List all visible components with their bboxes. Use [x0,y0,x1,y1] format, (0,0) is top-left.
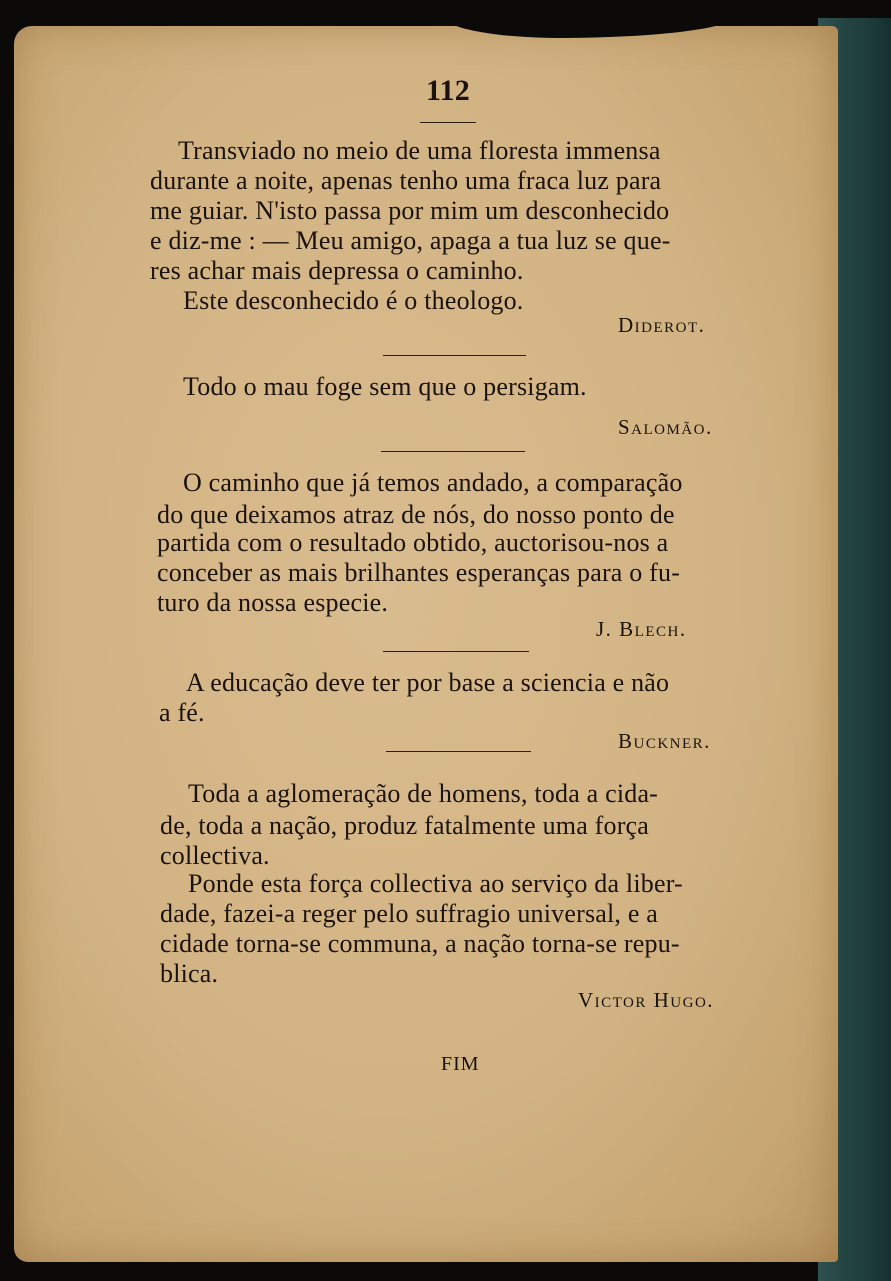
quote-1-line-2: durante a noite, apenas tenho uma fraca luz para [150,166,662,195]
quote-5-line-6: cidade torna-se communa, a nação torna-se repu- [160,929,680,958]
separator-2 [381,451,525,452]
quote-3-line-1: O caminho que já temos andado, a comparação [183,468,683,497]
quote-4-author: Buckner. [618,729,711,753]
quote-5-line-3: collectiva. [160,841,270,870]
quote-3-line-4: conceber as mais brilhantes esperanças para o fu- [157,558,681,587]
quote-1-line-4: e diz-me : — Meu amigo, apaga a tua luz se que- [150,226,671,255]
quote-1-line-3: me guiar. N'isto passa por mim um desconhecido [150,196,670,225]
quote-3-line-3: partida com o resultado obtido, auctorisou-nos a [157,528,669,557]
quote-1-line-5: res achar mais depressa o caminho. [150,256,524,285]
quote-5-line-5: dade, fazei-a reger pelo suffragio universal, e a [160,899,659,928]
quote-3-line-5: turo da nossa especie. [157,588,389,617]
end-mark: FIM [441,1053,480,1075]
quote-1-line-1: Transviado no meio de uma floresta immensa [178,136,661,165]
quote-5-line-2: de, toda a nação, produz fatalmente uma força [160,811,650,840]
separator-1 [383,355,526,356]
quote-4-line-2: a fé. [159,698,205,727]
quote-5-author: Victor Hugo. [578,988,715,1012]
quote-5-line-4: Ponde esta força collectiva ao serviço da liber- [188,869,683,898]
separator-4 [386,751,531,752]
quote-2-line-1: Todo o mau foge sem que o persigam. [183,372,587,401]
header-rule [420,122,476,123]
separator-3 [383,651,529,652]
quote-5-line-1: Toda a aglomeração de homens, toda a cida- [188,779,659,808]
quote-3-line-2: do que deixamos atraz de nós, do nosso ponto de [157,500,675,529]
quote-1-line-6: Este desconhecido é o theologo. [183,286,524,315]
quote-1-author: Diderot. [618,313,706,337]
quote-2-author: Salomão. [618,415,713,439]
quote-5-line-7: blica. [160,959,219,988]
quote-3-author: J. Blech. [596,617,687,641]
quote-4-line-1: A educação deve ter por base a sciencia e não [186,668,670,697]
page-number: 112 [426,74,470,107]
